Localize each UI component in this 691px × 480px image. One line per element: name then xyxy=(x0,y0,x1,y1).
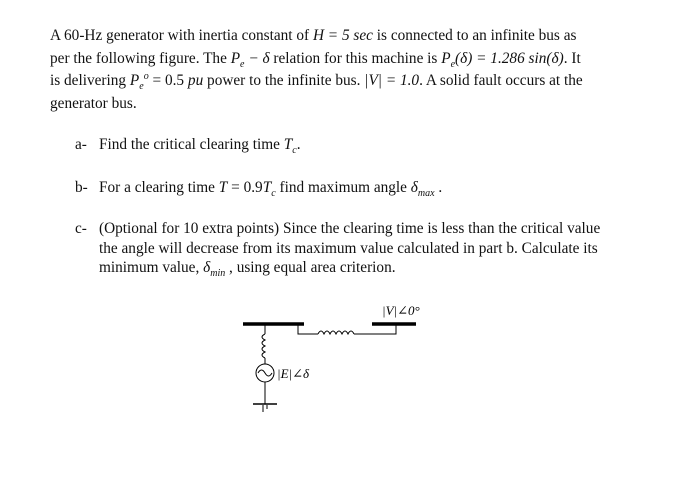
max-angle-symbol: $\delta_{max}$ xyxy=(410,179,435,200)
clearing-time-symbol: T xyxy=(218,179,228,196)
source-voltage-label: |E|∠δ xyxy=(277,366,310,381)
min-angle-symbol: $\delta_{min}$ xyxy=(203,259,226,280)
sine-wave-icon xyxy=(258,370,272,376)
power-angle-equation: $P_e(\delta) = 1.286$ sin(δ) xyxy=(441,49,564,70)
initial-power-symbol: $P_e^o$ xyxy=(129,70,149,93)
problem-line-2: per the following figure. The $P_e - \delta$ relation for this machine is $P_e(\delta) = 1.286$ sin(δ). It xyxy=(50,49,581,70)
voltage-equation: |V| = 1.0 xyxy=(364,72,420,89)
question-label: c- xyxy=(75,220,87,237)
problem-line-3: is delivering $P_e^o = 0.5$ pu power to the infinite bus. |V| = 1.0. A solid fault occurs at the xyxy=(50,70,583,93)
line-reactance xyxy=(318,331,354,334)
inertia-equation: H = 5 sec xyxy=(312,27,373,44)
relation-symbol: $P_e - \delta$ xyxy=(230,49,270,70)
problem-line-1: A 60-Hz generator with inertia constant of H = 5 sec is connected to an infinite bus as xyxy=(50,27,577,44)
question-label: a- xyxy=(75,136,87,153)
question-label: b- xyxy=(75,179,88,196)
generator-reactance xyxy=(262,334,265,358)
critical-time-symbol: $T_c$ xyxy=(283,136,297,157)
problem-line-4: generator bus. xyxy=(50,94,137,112)
bus-voltage-label: |V|∠0° xyxy=(382,303,420,318)
